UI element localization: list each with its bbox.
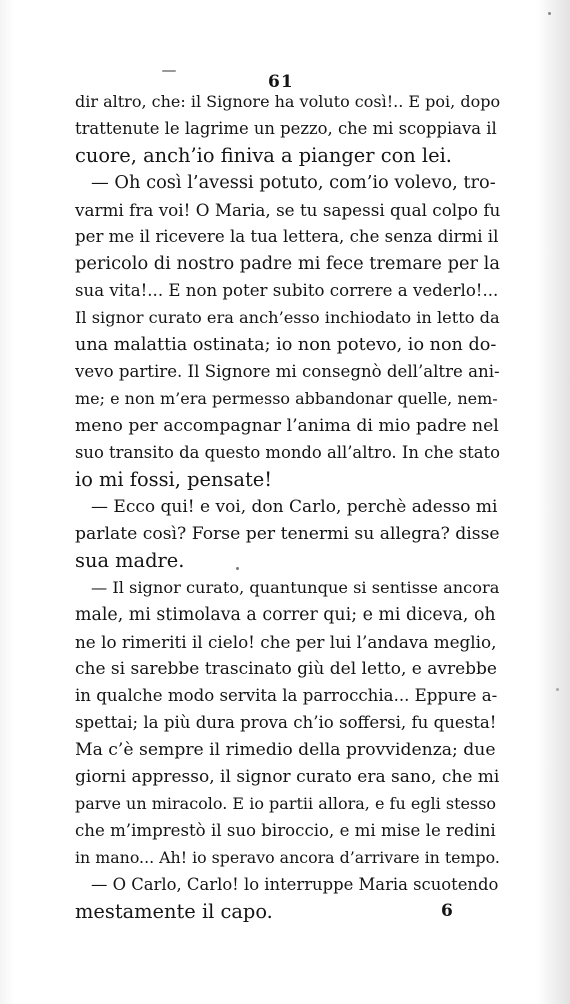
text-line: cuore, anch’io finiva a pianger con lei. xyxy=(75,144,452,167)
text-line: me; e non m’era permesso abbandonar quelle, nem- xyxy=(75,389,498,408)
text-line: vevo partire. Il Signore mi consegnò dell’altre ani- xyxy=(75,362,500,381)
print-speck xyxy=(556,688,559,691)
text-line: io mi fossi, pensate! xyxy=(75,468,273,491)
text-line: dir altro, che: il Signore ha voluto così!.. E poi, dopo xyxy=(75,92,501,111)
text-line: in mano... Ah! io speravo ancora d’arrivare in tempo. xyxy=(75,848,500,867)
text-line: suo transito da questo mondo all’altro. In che stato xyxy=(75,443,500,462)
text-line: sua madre. xyxy=(75,549,185,572)
text-line: Ma c’è sempre il rimedio della provvidenza; due xyxy=(75,740,496,760)
text-line: — Il signor curato, quantunque si sentisse ancora xyxy=(91,578,500,597)
text-line: una malattia ostinata; io non potevo, io non do- xyxy=(75,335,497,355)
text-line: Il signor curato era anch’esso inchiodato in letto da xyxy=(75,308,500,327)
text-line: ne lo rimeriti il cielo! che per lui l’andava meglio, xyxy=(75,632,497,652)
text-line: varmi fra voi! O Maria, se tu sapessi qual colpo fu xyxy=(75,200,501,220)
text-line: pericolo di nostro padre mi fece tremare per la xyxy=(75,253,500,274)
print-speck xyxy=(548,12,551,15)
page-number: 61 xyxy=(268,72,294,92)
text-line: per me il ricevere la tua lettera, che senza dirmi il xyxy=(75,227,499,246)
text-line: — O Carlo, Carlo! lo interruppe Maria scuotendo xyxy=(91,875,499,894)
text-line: mestamente il capo. xyxy=(75,900,273,923)
text-line: sua vita!... E non poter subito correre a vederlo!... xyxy=(75,281,499,300)
print-speck xyxy=(162,70,176,72)
signature-mark: 6 xyxy=(441,901,453,921)
print-speck xyxy=(236,567,239,570)
text-line: parve un miracolo. E io partii allora, e fu egli stesso xyxy=(75,794,497,813)
text-line: — Oh così l’avessi potuto, com’io volevo, tro- xyxy=(91,172,496,193)
text-line: in qualche modo servita la parrocchia... Eppure a- xyxy=(75,686,498,705)
text-line: che m’imprestò il suo biroccio, e mi mise le redini xyxy=(75,821,496,840)
text-line: parlate così? Forse per tenermi su allegra? disse xyxy=(75,524,500,544)
text-line: trattenute le lagrime un pezzo, che mi scoppiava il xyxy=(75,119,497,138)
page-edge-shadow xyxy=(534,0,570,1004)
text-line: male, mi stimolava a correr qui; e mi diceva, oh xyxy=(75,605,496,625)
text-line: spettai; la più dura prova ch’io soffersi, fu questa! xyxy=(75,713,497,732)
text-line: — Ecco qui! e voi, don Carlo, perchè adesso mi xyxy=(91,497,498,517)
text-line: meno per accompagnar l’anima di mio padre nel xyxy=(75,416,499,436)
text-line: che si sarebbe trascinato giù del letto, e avrebbe xyxy=(75,659,497,679)
text-line: giorni appresso, il signor curato era sano, che mi xyxy=(75,767,500,787)
